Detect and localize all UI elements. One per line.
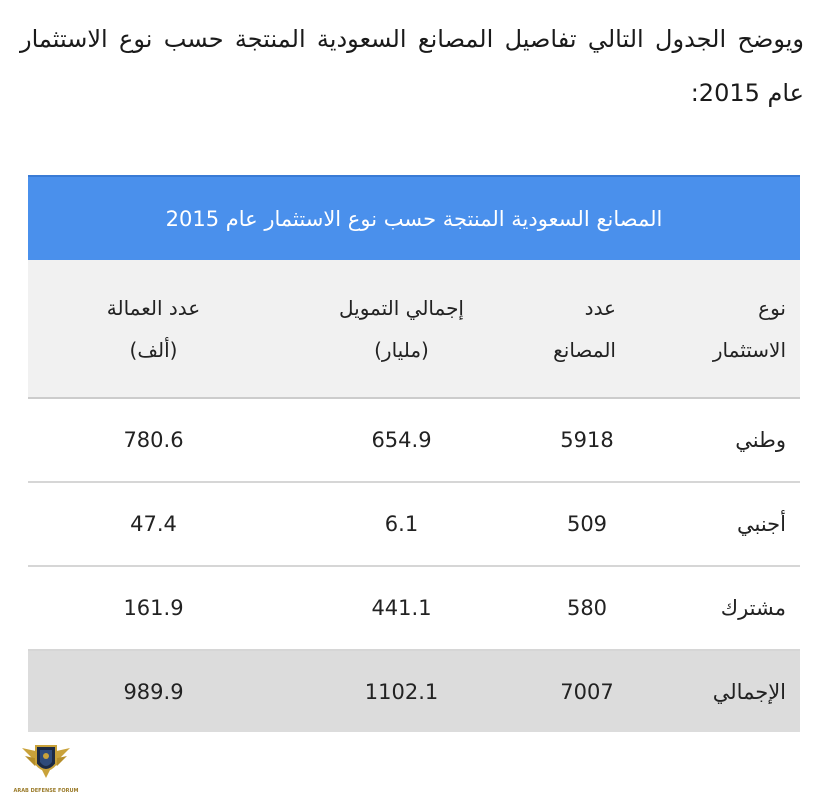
cell-factory-count: 5918 bbox=[524, 398, 650, 482]
table-header-row bbox=[28, 260, 800, 398]
cell-total-workforce: 989.9 bbox=[28, 650, 279, 732]
cell-investment-type: مشترك bbox=[650, 566, 800, 650]
header-workforce: عدد العمالة (ألف) bbox=[28, 260, 279, 398]
header-total-funding: إجمالي التمويل (مليار) bbox=[279, 260, 524, 398]
table-title: المصانع السعودية المنتجة حسب نوع الاستثمار عام 2015 bbox=[28, 176, 800, 260]
watermark-logo bbox=[6, 740, 86, 798]
factories-table-container bbox=[28, 175, 800, 732]
cell-workforce: 47.4 bbox=[28, 482, 279, 566]
watermark-text: ARAB DEFENSE FORUM bbox=[13, 788, 79, 794]
eagle-shield-icon bbox=[20, 740, 72, 786]
table-total-row bbox=[28, 650, 800, 732]
cell-total-label: الإجمالي bbox=[650, 650, 800, 732]
table-row bbox=[28, 566, 800, 650]
cell-total-funding: 6.1 bbox=[279, 482, 524, 566]
intro-paragraph: ويوضح الجدول التالي تفاصيل المصانع السعودية المنتجة حسب نوع الاستثمار عام 2015: bbox=[20, 25, 804, 107]
cell-total-factories: 7007 bbox=[524, 650, 650, 732]
header-factory-count: عدد المصانع bbox=[524, 260, 650, 398]
table-title-row bbox=[28, 176, 800, 260]
cell-total-funding: 441.1 bbox=[279, 566, 524, 650]
cell-investment-type: وطني bbox=[650, 398, 800, 482]
cell-total-funding: 654.9 bbox=[279, 398, 524, 482]
cell-workforce: 780.6 bbox=[28, 398, 279, 482]
cell-factory-count: 580 bbox=[524, 566, 650, 650]
table-row bbox=[28, 482, 800, 566]
table-row bbox=[28, 398, 800, 482]
cell-factory-count: 509 bbox=[524, 482, 650, 566]
cell-total-funding-sum: 1102.1 bbox=[279, 650, 524, 732]
factories-table bbox=[28, 175, 800, 732]
cell-workforce: 161.9 bbox=[28, 566, 279, 650]
header-investment-type: نوع الاستثمار bbox=[650, 260, 800, 398]
cell-investment-type: أجنبي bbox=[650, 482, 800, 566]
